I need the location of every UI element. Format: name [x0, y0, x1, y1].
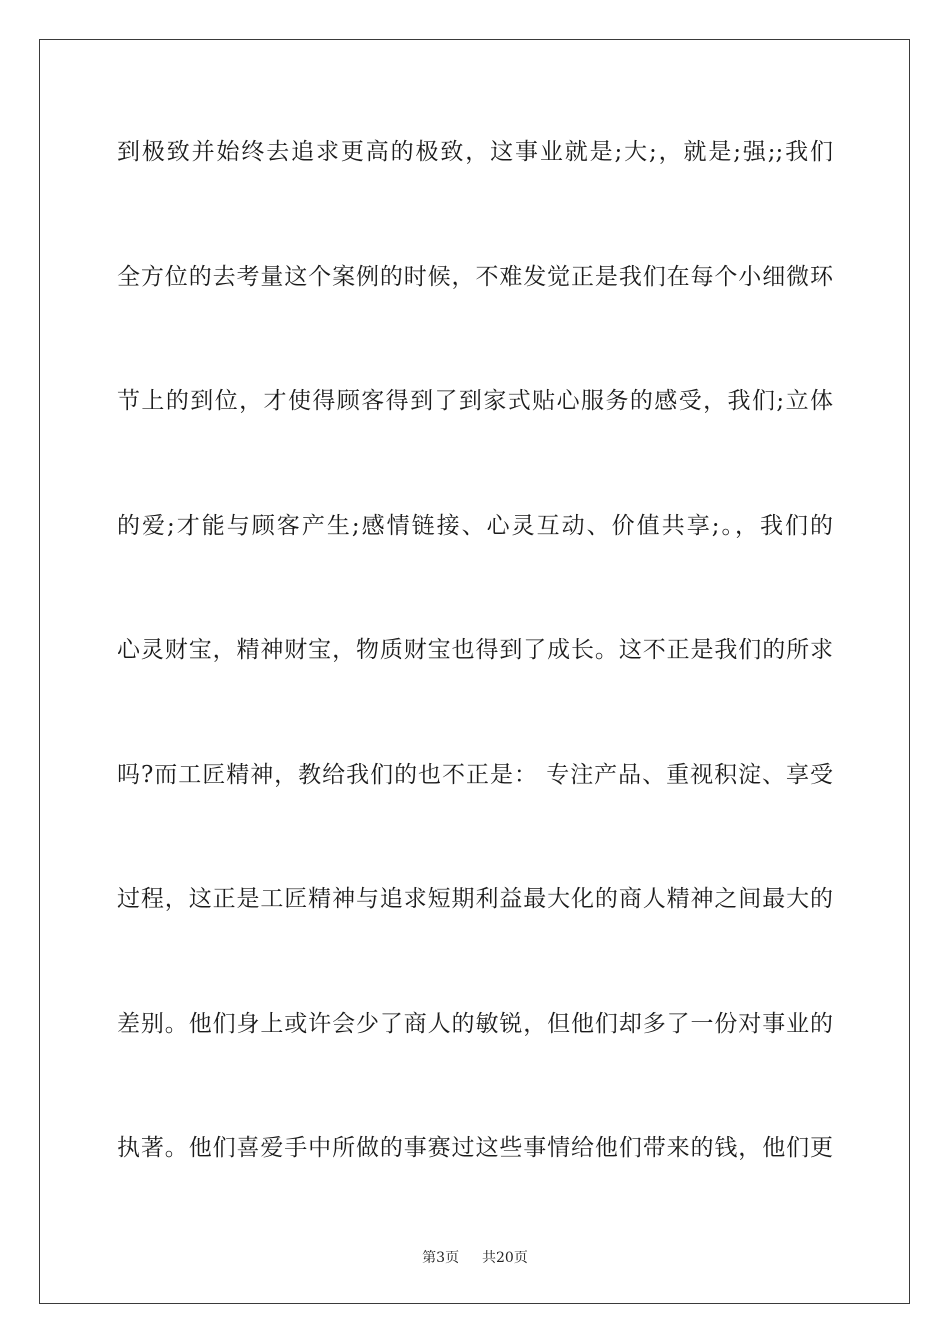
body-line: 的爱;才能与顾客产生;感情链接、心灵互动、价值共享;。，我们的 — [117, 512, 833, 539]
body-line: 心灵财宝，精神财宝，物质财宝也得到了成长。这不正是我们的所求 — [117, 637, 833, 663]
document-body — [117, 130, 833, 1251]
body-line: 过程，这正是工匠精神与追求短期利益最大化的商人精神之间最大的 — [117, 886, 833, 912]
body-line: 吗?而工匠精神，教给我们的也不正是： 专注产品、重视积淀、享受 — [117, 761, 833, 788]
page-number-current: 第3页 — [422, 1250, 460, 1266]
body-line: 执著。他们喜爱手中所做的事赛过这些事情给他们带来的钱，他们更 — [117, 1135, 833, 1161]
body-line: 节上的到位，才使得顾客得到了到家式贴心服务的感受，我们;立体 — [117, 388, 833, 414]
body-line: 全方位的去考量这个案例的时候，不难发觉正是我们在每个小细微环 — [117, 263, 833, 290]
page-number-total: 共20页 — [482, 1250, 528, 1266]
body-line: 差别。他们身上或许会少了商人的敏锐，但他们却多了一份对事业的 — [117, 1010, 833, 1037]
body-line: 到极致并始终去追求更高的极致，这事业就是;大;，就是;强;;我们 — [117, 139, 833, 165]
page-footer — [0, 1247, 950, 1267]
